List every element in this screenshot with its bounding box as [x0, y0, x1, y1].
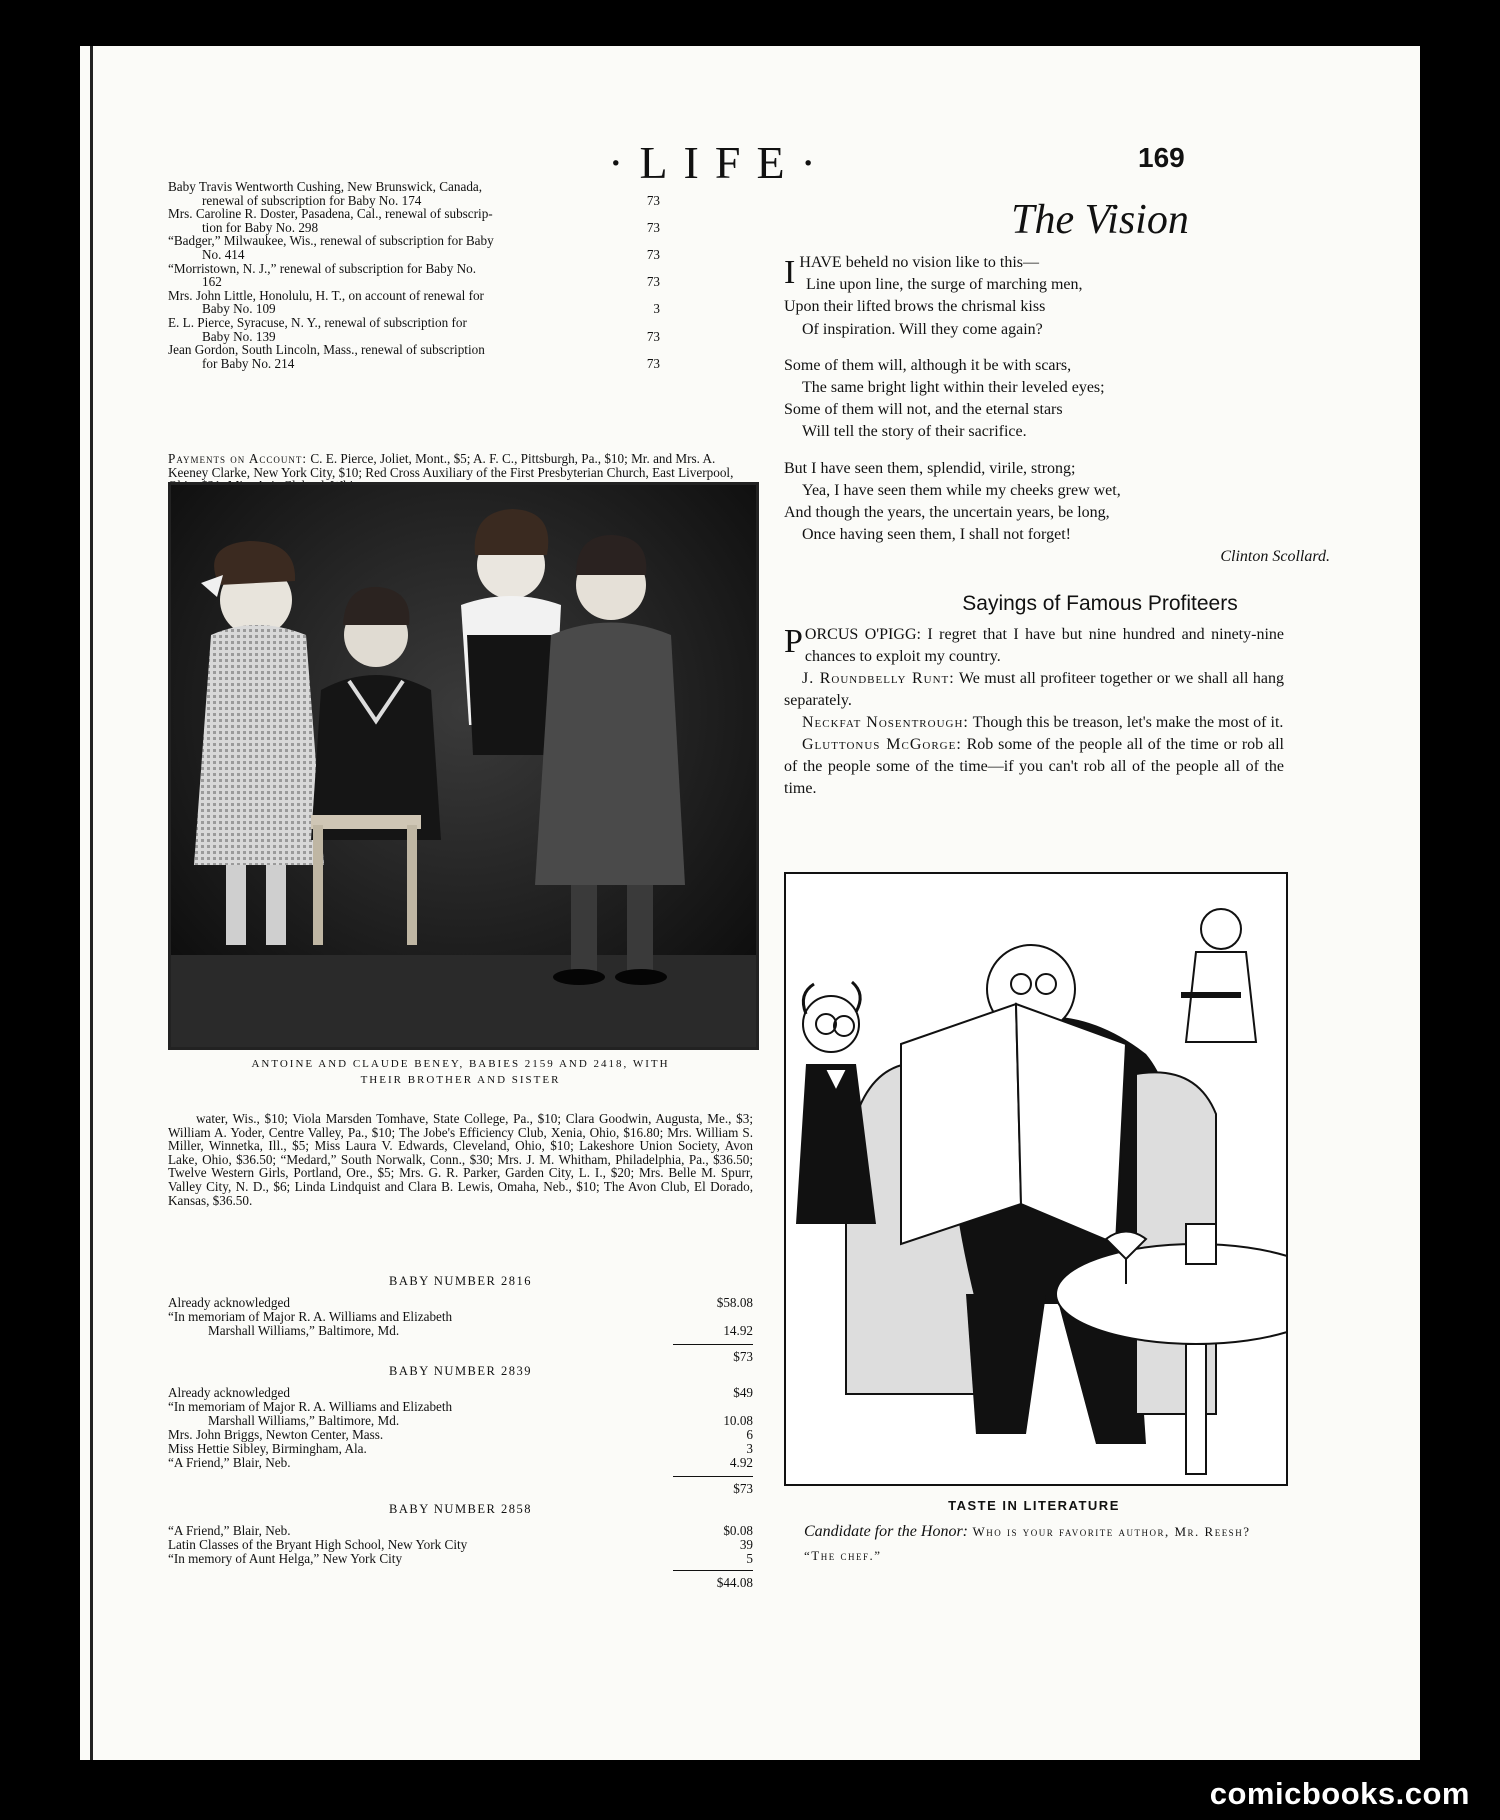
baby-2839-heading: BABY NUMBER 2839: [389, 1364, 532, 1378]
ledger-text: [168, 262, 610, 289]
ledger-entry-continued: tion for Baby No. 298: [202, 219, 319, 235]
contribution-amount: $58.08: [716, 1295, 753, 1310]
contribution-amount: 14.92: [723, 1323, 753, 1338]
saying-4: [784, 734, 1284, 800]
contribution-amount: $49: [733, 1385, 753, 1400]
cartoon-answer: “The chef.”: [804, 1548, 882, 1563]
contribution-text: Already acknowledged: [168, 1295, 290, 1310]
contribution-row: [168, 1552, 753, 1566]
ledger-text: [168, 289, 610, 316]
contribution-row: [168, 1428, 753, 1442]
ledger-amount: 73: [646, 246, 660, 262]
contribution-amount: 4.92: [729, 1455, 753, 1470]
drop-cap-i: I: [784, 254, 796, 291]
ledger-text: [168, 207, 610, 234]
saying-1: [784, 624, 1284, 668]
ledger-entry-continued: for Baby No. 214: [202, 355, 295, 371]
poem-line: Yea, I have seen them while my cheeks grew wet,: [802, 481, 1121, 499]
baby-2858-total: $44.08: [673, 1570, 753, 1591]
contribution-text: “In memory of Aunt Helga,” New York City: [168, 1551, 403, 1566]
ledger-entry-continued: Baby No. 139: [202, 328, 276, 344]
contribution-text: Marshall Williams,” Baltimore, Md.: [208, 1413, 400, 1428]
poem-title: The Vision: [1011, 197, 1189, 243]
ledger-row: [168, 343, 660, 370]
magazine-page: [80, 46, 1420, 1760]
contribution-row: [168, 1442, 753, 1456]
contribution-amount: 5: [746, 1551, 753, 1566]
ledger-entry-continued: No. 414: [202, 246, 245, 262]
poem-line: HAVE beheld no vision like to this—: [799, 254, 1040, 271]
contribution-amount: $0.08: [723, 1523, 753, 1538]
ledger-row: [168, 289, 660, 316]
cartoon-illustration: [784, 872, 1288, 1486]
ledger-amount: 73: [646, 192, 660, 208]
ledger-row: [168, 207, 660, 234]
contribution-row: [168, 1414, 753, 1428]
saying-3-text: Though this be treason, let's make the most of it.: [968, 714, 1284, 731]
contribution-row: [168, 1524, 753, 1538]
poem-stanza-1: [784, 252, 1284, 341]
payments-continued: water, Wis., $10; Viola Marsden Tomhave, State College, Pa., $10; Clara Goodwin, Augusta, Me., $3; William A. Yoder, Centre Valley, Pa., $10; The Jobe's Efficiency Club, Xenia, Ohio, $16.80; Mrs. William S. Miller, Winnetka, Ill., $5; Miss Laura V. Edwards, Cleveland, Ohio, $10; Lakeshore Union Society, Avon Lake, Ohio, $36.50; “Medard,” South Norwalk, Conn., $30; Mrs. J. M. Whitham, Philadelphia, Pa., $36.50; Twelve Western Girls, Portland, Ore., $5; Mrs. G. R. Parker, Garden City, L. I., $20; Mrs. Belle M. Spurr, Valley City, N. D., $6; Linda Lindquist and Clara B. Lewis, Omaha, Neb., $10; The Avon Club, El Dorado, Kansas, $36.50.: [168, 1111, 753, 1208]
photo-caption-line-1: ANTOINE AND CLAUDE BENEY, BABIES 2159 AND 2418, WITH: [251, 1058, 670, 1070]
contribution-row: [168, 1324, 753, 1338]
baby-2839-total: $73: [673, 1476, 753, 1497]
contribution-amount: 6: [746, 1427, 753, 1442]
saying-2-name: J. Roundbelly Runt:: [802, 670, 955, 687]
ledger-entry: Mrs. John Little, Honolulu, H. T., on account of renewal for: [168, 287, 484, 303]
contribution-row: [168, 1310, 753, 1324]
cartoon-speaker: Candidate for the Honor:: [804, 1523, 968, 1540]
poem-body: [784, 252, 1330, 569]
baby-2858-list: [168, 1524, 753, 1566]
contribution-amount: 39: [739, 1537, 753, 1552]
contribution-text: “In memoriam of Major R. A. Williams and Elizabeth: [168, 1399, 453, 1414]
baby-2816-list: [168, 1296, 753, 1338]
poem-line: Some of them will, although it be with scars,: [784, 356, 1072, 374]
poem-stanza-2: [784, 355, 1284, 444]
ledger-text: [168, 180, 610, 207]
ledger-amount: 73: [646, 274, 660, 290]
contribution-amount: [691, 1310, 753, 1324]
cartoon-question: Who is your favorite author, Mr. Reesh?: [968, 1524, 1251, 1539]
ledger-entry: E. L. Pierce, Syracuse, N. Y., renewal of subscription for: [168, 314, 467, 330]
saying-2: [784, 668, 1284, 712]
saying-2-text: We must all profiteer together or we shall all hang separately.: [784, 670, 1284, 709]
ledger-entry: Baby Travis Wentworth Cushing, New Brunswick, Canada,: [168, 179, 483, 194]
baby-2839-list: [168, 1386, 753, 1470]
contribution-row: [168, 1386, 753, 1400]
poem-line: But I have seen them, splendid, virile, strong;: [784, 459, 1076, 477]
baby-2858-heading: BABY NUMBER 2858: [389, 1502, 532, 1516]
ledger-row: [168, 262, 660, 289]
contribution-text: Latin Classes of the Bryant High School, New York City: [168, 1537, 468, 1552]
poem-stanza-3: [784, 458, 1284, 547]
ledger-row: [168, 234, 660, 261]
contribution-row: [168, 1538, 753, 1552]
saying-1-text: I regret that I have but nine hundred and ninety-nine chances to exploit my country.: [804, 626, 1285, 665]
poem-line: Of inspiration. Will they come again?: [802, 320, 1043, 338]
poem-line: Will tell the story of their sacrifice.: [802, 423, 1027, 441]
poem-author: Clinton Scollard.: [1220, 548, 1330, 566]
cartoon-title: TASTE IN LITERATURE: [948, 1498, 1120, 1513]
site-watermark: comicbooks.com: [1209, 1776, 1470, 1811]
saying-4-name: Gluttonus McGorge:: [802, 736, 962, 753]
cartoon-drawing: [786, 874, 1286, 1484]
masthead-title: ·LIFE·: [608, 137, 832, 188]
sayings-body: [784, 624, 1284, 800]
ledger-text: [168, 234, 610, 261]
baby-2816-heading: BABY NUMBER 2816: [389, 1274, 532, 1288]
children-photograph: [168, 482, 759, 1050]
contribution-text: “A Friend,” Blair, Neb.: [168, 1523, 291, 1538]
poem-line: The same bright light within their leveled eyes;: [802, 379, 1105, 397]
poem-line: Some of them will not, and the eternal stars: [784, 401, 1063, 419]
saying-4-text: Rob some of the people all of the time or rob all of the people some of the time—if you can't rob all of the people all of the time.: [784, 736, 1285, 797]
poem-line: Line upon line, the surge of marching men,: [806, 276, 1083, 294]
contribution-text: Mrs. John Briggs, Newton Center, Mass.: [168, 1427, 384, 1442]
ledger-row: [168, 180, 660, 207]
contribution-row: [168, 1400, 753, 1414]
ledger-entry: Jean Gordon, South Lincoln, Mass., renewal of subscription: [168, 342, 485, 358]
saying-3-name: Neckfat Nosentrough:: [802, 714, 969, 731]
ledger-text: [168, 343, 610, 370]
ledger-entry: “Morristown, N. J.,” renewal of subscription for Baby No.: [168, 260, 477, 276]
contribution-text: Miss Hettie Sibley, Birmingham, Ala.: [168, 1441, 367, 1456]
ledger-amount: 73: [646, 219, 660, 235]
page-number: 169: [1138, 142, 1185, 173]
photo-illustration: [171, 485, 756, 1047]
baby-2816-total: $73: [673, 1344, 753, 1365]
poem-line: Upon their lifted brows the chrismal kiss: [784, 298, 1046, 316]
drop-cap-p: P: [784, 623, 803, 660]
ledger-entry: “Badger,” Milwaukee, Wis., renewal of subscription for Baby: [168, 233, 494, 249]
contribution-text: Already acknowledged: [168, 1385, 290, 1400]
saying-1-name: ORCUS O'PIGG:: [804, 626, 921, 643]
contribution-text: “In memoriam of Major R. A. Williams and Elizabeth: [168, 1309, 453, 1324]
payments-text: C. E. Pierce, Joliet, Mont., $5; A. F. C., Pittsburgh, Pa., $10; Mr. and Mrs. A. Keeney Clarke, New York City, $10; Red Cross Auxiliary of the First Presbyterian Church, East Liverpool,: [168, 451, 734, 480]
contribution-amount: 10.08: [723, 1413, 753, 1428]
ledger-text: [168, 316, 610, 343]
ledger-amount: 73: [646, 355, 660, 371]
contribution-amount: [691, 1400, 753, 1414]
cartoon-caption: [784, 1520, 1284, 1568]
poem-line: And though the years, the uncertain years, be long,: [784, 504, 1110, 522]
contribution-text: Marshall Williams,” Baltimore, Md.: [208, 1323, 400, 1338]
ledger-entry-continued: 162: [202, 274, 222, 290]
saying-3: [784, 712, 1284, 734]
contribution-amount: 3: [746, 1441, 753, 1456]
ledger-amount: 73: [646, 328, 660, 344]
contribution-row: [168, 1296, 753, 1310]
ledger-amount: 3: [653, 301, 660, 317]
ledger-entry: Mrs. Caroline R. Doster, Pasadena, Cal., renewal of subscrip-: [168, 206, 493, 222]
payments-label: Payments on Account:: [168, 451, 308, 466]
poem-line: Once having seen them, I shall not forget!: [802, 526, 1071, 544]
subscription-ledger: [168, 180, 660, 370]
ledger-entry-continued: Baby No. 109: [202, 301, 276, 317]
sayings-title: Sayings of Famous Profiteers: [962, 592, 1238, 615]
page-spine: [80, 46, 93, 1760]
contribution-text: “A Friend,” Blair, Neb.: [168, 1455, 291, 1470]
ledger-entry-continued: renewal of subscription for Baby No. 174: [202, 192, 422, 208]
contribution-row: [168, 1456, 753, 1470]
ledger-row: [168, 316, 660, 343]
photo-caption-line-2: THEIR BROTHER AND SISTER: [360, 1074, 561, 1086]
photo-caption: [168, 1056, 753, 1088]
